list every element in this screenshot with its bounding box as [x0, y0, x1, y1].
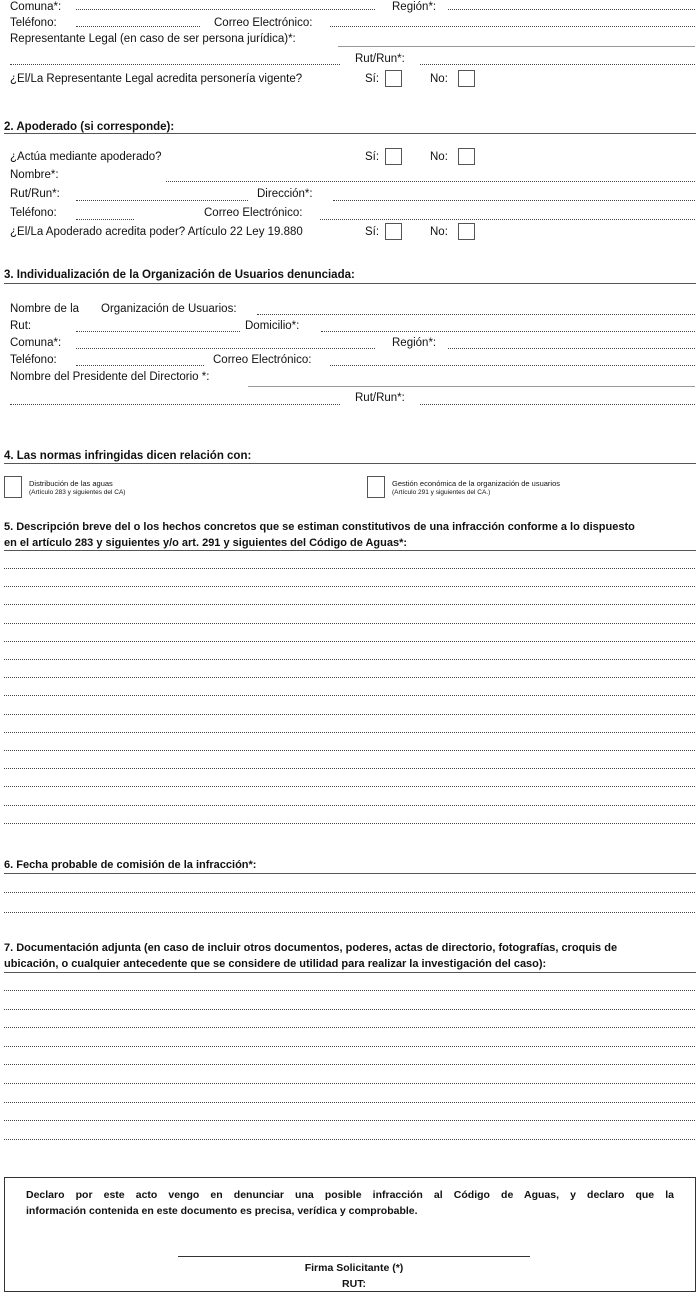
nombre-organizacion-label-b: Organización de Usuarios: — [101, 303, 237, 315]
correo-label: Correo Electrónico: — [214, 17, 313, 29]
date-line[interactable] — [4, 892, 695, 893]
gestion-economica-label: Gestión económica de la organización de usuarios — [392, 479, 561, 488]
no-checkbox[interactable] — [458, 223, 475, 240]
domicilio-field[interactable] — [321, 331, 695, 332]
correo-label: Correo Electrónico: — [204, 207, 303, 219]
acredita-poder-label: ¿El/La Apoderado acredita poder? Artículo 22 Ley 19.880 — [10, 226, 303, 238]
telefono-field[interactable] — [76, 26, 200, 27]
no-label: No: — [430, 226, 448, 238]
representante-name-field[interactable] — [10, 64, 340, 65]
gestion-economica-sublabel: (Artículo 291 y siguientes del CA.) — [392, 489, 491, 496]
documentation-line[interactable] — [4, 1009, 695, 1010]
section-2-heading: 2. Apoderado (si corresponde): — [4, 121, 175, 133]
section-5-heading-line2: en el artículo 283 y siguientes y/o art. 291 y siguientes del Código de Aguas*: — [4, 537, 408, 549]
acredita-personeria-label: ¿El/La Representante Legal acredita personería vigente? — [10, 73, 303, 85]
section-4-heading: 4. Las normas infringidas dicen relación con: — [4, 450, 252, 462]
no-checkbox[interactable] — [458, 148, 475, 165]
declaration-line2: información contenida en este documento es precisa, verídica y comprobable. — [26, 1205, 418, 1217]
nombre-label: Nombre*: — [10, 169, 59, 181]
si-label: Sí: — [365, 226, 380, 238]
description-line[interactable] — [4, 604, 695, 605]
description-line[interactable] — [4, 623, 695, 624]
documentation-line[interactable] — [4, 1027, 695, 1028]
description-line[interactable] — [4, 695, 695, 696]
region-field[interactable] — [448, 9, 695, 10]
correo-field[interactable] — [320, 219, 695, 220]
rut-label: RUT: — [342, 1278, 366, 1290]
region-label: Región*: — [392, 337, 437, 349]
nombre-organizacion-label-a: Nombre de la — [10, 303, 80, 315]
section-5-heading-line1: 5. Descripción breve del o los hechos concretos que se estiman constitutivos de una infracción conforme a lo dispuesto — [4, 521, 635, 533]
section-6-heading: 6. Fecha probable de comisión de la infracción*: — [4, 859, 257, 871]
domicilio-label: Domicilio*: — [245, 320, 300, 332]
region-field[interactable] — [448, 348, 695, 349]
presidente-name-field[interactable] — [10, 404, 340, 405]
signature-line[interactable] — [178, 1256, 530, 1257]
section-7-heading-line2: ubicación, o cualquier antecedente que se considere de utilidad para realizar la investigación del caso): — [4, 958, 547, 970]
description-line[interactable] — [4, 805, 695, 806]
presidente-field[interactable] — [248, 386, 695, 387]
section-divider — [4, 972, 696, 973]
description-line[interactable] — [4, 768, 695, 769]
representante-label: Representante Legal (en caso de ser persona jurídica)*: — [10, 33, 296, 45]
rut-label: Rut/Run*: — [10, 188, 60, 200]
correo-field[interactable] — [330, 365, 695, 366]
firma-label: Firma Solicitante (*) — [304, 1262, 404, 1274]
no-checkbox[interactable] — [458, 70, 475, 87]
documentation-line[interactable] — [4, 1102, 695, 1103]
region-label: Región*: — [392, 1, 437, 13]
rut-field[interactable] — [420, 64, 695, 65]
no-label: No: — [430, 151, 448, 163]
telefono-label: Teléfono: — [10, 354, 57, 366]
si-checkbox[interactable] — [385, 70, 402, 87]
section-3-heading: 3. Individualización de la Organización de Usuarios denunciada: — [4, 269, 355, 281]
gestion-economica-checkbox[interactable] — [367, 476, 385, 498]
distribucion-label: Distribución de las aguas — [29, 479, 113, 488]
telefono-label: Teléfono: — [10, 207, 57, 219]
si-checkbox[interactable] — [385, 148, 402, 165]
rut-label: Rut: — [10, 320, 32, 332]
representante-field[interactable] — [338, 46, 695, 47]
section-divider — [4, 133, 696, 134]
no-label: No: — [430, 73, 448, 85]
description-line[interactable] — [4, 823, 695, 824]
documentation-line[interactable] — [4, 1046, 695, 1047]
si-label: Sí: — [365, 73, 380, 85]
rutrun-field[interactable] — [420, 404, 695, 405]
correo-field[interactable] — [330, 26, 695, 27]
section-divider — [4, 463, 696, 464]
description-line[interactable] — [4, 677, 695, 678]
direccion-field[interactable] — [333, 200, 695, 201]
comuna-field[interactable] — [76, 348, 375, 349]
actua-apoderado-label: ¿Actúa mediante apoderado? — [10, 151, 162, 163]
date-line[interactable] — [4, 912, 695, 913]
section-divider — [4, 283, 696, 284]
description-line[interactable] — [4, 568, 695, 569]
rut-label: Rut/Run*: — [355, 53, 405, 65]
rut-field[interactable] — [76, 331, 240, 332]
distribucion-sublabel: (Artículo 283 y siguientes del CA) — [29, 489, 126, 496]
section-divider — [4, 873, 696, 874]
rut-field[interactable] — [76, 200, 248, 201]
si-checkbox[interactable] — [385, 223, 402, 240]
description-line[interactable] — [4, 641, 695, 642]
description-line[interactable] — [4, 732, 695, 733]
nombre-organizacion-field[interactable] — [257, 314, 695, 315]
description-line[interactable] — [4, 786, 695, 787]
telefono-field[interactable] — [76, 219, 134, 220]
distribucion-checkbox[interactable] — [4, 476, 22, 498]
correo-label: Correo Electrónico: — [213, 354, 312, 366]
description-line[interactable] — [4, 714, 695, 715]
si-label: Sí: — [365, 151, 380, 163]
nombre-field[interactable] — [166, 181, 695, 182]
section-divider — [4, 550, 696, 551]
documentation-line[interactable] — [4, 1083, 695, 1084]
presidente-label: Nombre del Presidente del Directorio *: — [10, 371, 210, 383]
documentation-line[interactable] — [4, 1064, 695, 1065]
description-line[interactable] — [4, 586, 695, 587]
direccion-label: Dirección*: — [257, 188, 313, 200]
description-line[interactable] — [4, 659, 695, 660]
documentation-line[interactable] — [4, 990, 695, 991]
documentation-line[interactable] — [4, 1139, 695, 1140]
comuna-label: Comuna*: — [10, 1, 62, 13]
declaration-line1: Declaro por este acto vengo en denunciar una posible infracción al Código de Aguas, y declaro que la — [26, 1189, 674, 1201]
section-7-heading-line1: 7. Documentación adjunta (en caso de incluir otros documentos, poderes, actas de directorio, fotografías, croquis de — [4, 942, 618, 954]
telefono-field[interactable] — [76, 365, 204, 366]
comuna-label: Comuna*: — [10, 337, 62, 349]
documentation-line[interactable] — [4, 1120, 695, 1121]
comuna-field[interactable] — [76, 9, 375, 10]
telefono-label: Teléfono: — [10, 17, 57, 29]
description-line[interactable] — [4, 750, 695, 751]
rutrun-label: Rut/Run*: — [355, 392, 405, 404]
